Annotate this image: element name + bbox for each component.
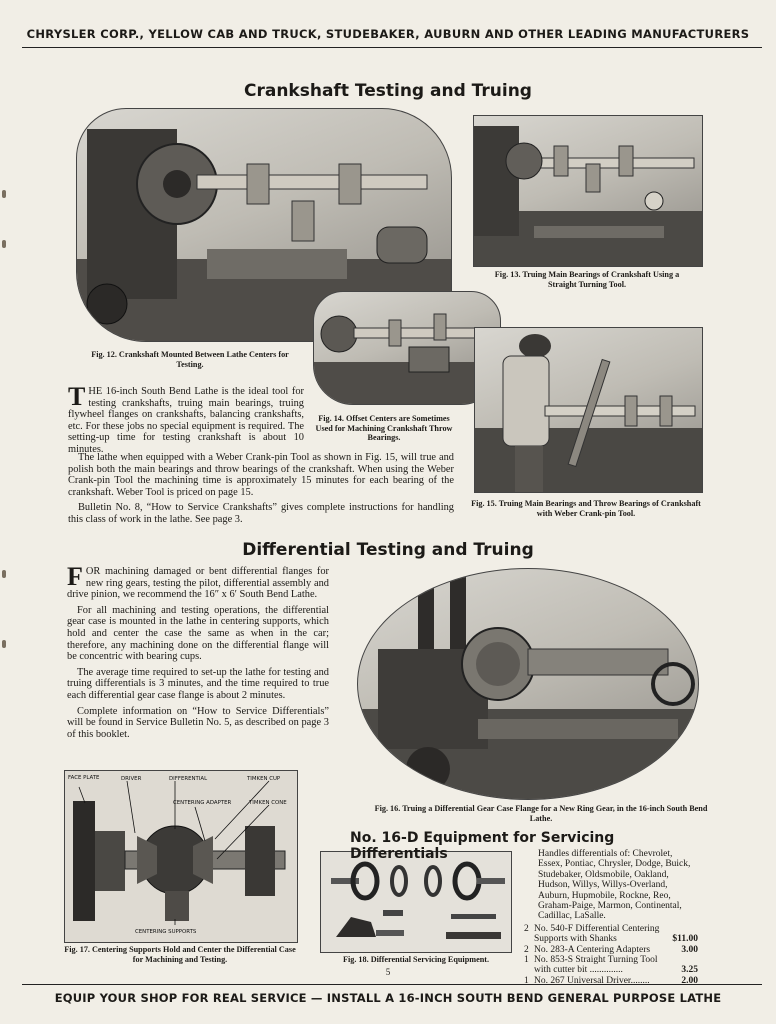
differential-centering-diagram (65, 771, 297, 942)
weber-crankpin-tool-illustration (475, 328, 702, 492)
item-price: $11.00 (672, 934, 698, 945)
label-timken-cup: TIMKEN CUP (247, 776, 281, 782)
paragraph: Bulletin No. 8, “How to Service Crankshafts” gives complete instructions for handling this class of work in the lathe. See page 3. (68, 502, 454, 525)
label-face-plate: FACE PLATE (68, 775, 100, 781)
lathe-crankshaft-illustration (474, 116, 702, 266)
fig17-diagram (64, 770, 298, 943)
item-desc: No. 267 Universal Driver........ (534, 975, 650, 986)
fig17-caption: Fig. 17. Centering Supports Hold and Center the Differential Case for Machining and Testing. (64, 945, 296, 964)
fig16-photo (357, 568, 699, 800)
label-differential: DIFFERENTIAL (169, 776, 208, 782)
paragraph-text: OR machining damaged or bent differential flanges for new ring gears, testing the pilot, differential assembly and drive pinion, we recommend the 16″ x 6′ South Bend Lathe. (67, 566, 329, 601)
item-qty: 1 (524, 955, 529, 966)
paragraph: The average time required to set-up the lathe for testing and truing differentials is 3 minutes, and the time required to true each differential gear case flange is about 2 minutes. (67, 666, 329, 701)
item-qty: 2 (524, 944, 529, 955)
crankshaft-text-block-intro (68, 382, 304, 460)
equipment-item (524, 945, 698, 955)
section-title-crankshaft: Crankshaft Testing and Truing (244, 81, 532, 101)
paragraph (67, 562, 329, 601)
equipment-item (524, 955, 698, 976)
differential-text-block (67, 562, 329, 744)
crankshaft-text-block (68, 452, 454, 530)
fig18-photo (320, 851, 512, 953)
binding-hole (2, 570, 6, 578)
item-qty: 2 (524, 923, 529, 934)
paragraph: For all machining and testing operations, the differential gear case is mounted in the lathe in centering supports, which hold and center the case the same as when in the car; therefore, any machining done on the differential flange will be concentric with bearing cups. (67, 604, 329, 663)
item-price: 2.00 (681, 975, 698, 986)
offset-centers-illustration (314, 292, 500, 404)
binding-hole (2, 640, 6, 648)
equipment-intro: Handles differentials of: Chevrolet, Essex, Pontiac, Chrysler, Dodge, Buick, Studebaker, Oldsmobile, Oakland, Hudson, Willys, Willys-Overland, Auburn, Hupmobile, Rockne, Reo, Graham-Paige, Marmon, Continental, Cadillac, LaSalle. (538, 849, 691, 922)
drop-cap: T (68, 382, 86, 411)
footer-rule (22, 984, 762, 985)
label-centering-supports: CENTERING SUPPORTS (135, 929, 197, 935)
page-header: CHRYSLER CORP., YELLOW CAB AND TRUCK, STUDEBAKER, AUBURN AND OTHER LEADING MANUFACTURERS (26, 27, 750, 41)
header-rule (22, 47, 762, 48)
fig14-photo (313, 291, 501, 405)
paragraph: Complete information on “How to Service Differentials” will be found in Service Bulletin No. 5, as described on page 3 of this booklet. (67, 705, 329, 740)
item-price: 3.25 (681, 965, 698, 976)
paragraph (68, 382, 304, 456)
drop-cap: F (67, 562, 83, 591)
paragraph-text: HE 16-inch South Bend Lathe is the ideal tool for testing crankshafts, truing main bearings, truing flywheel flanges on crankshafts, balancing crankshafts, etc. For these jobs no special equipment is required. The setting-up time for testing crankshaft is about 10 minutes. (68, 386, 304, 455)
fig18-caption: Fig. 18. Differential Servicing Equipment. (342, 955, 490, 964)
section-title-differential: Differential Testing and Truing (242, 540, 534, 560)
label-timken-cone: TIMKEN CONE (249, 800, 287, 806)
equipment-title: No. 16-D Equipment for Servicing Differentials (350, 830, 615, 862)
binding-hole (2, 240, 6, 248)
fig13-caption: Fig. 13. Truing Main Bearings of Crankshaft Using a Straight Turning Tool. (494, 270, 680, 289)
paragraph: The lathe when equipped with a Weber Crank-pin Tool as shown in Fig. 15, will true and polish both the main bearings and throw bearings of the crankshaft. When using the Weber Crank-pin Tool the machining time is approximately 15 minutes for each bearing of the crankshaft. Weber Tool is priced on page 15. (68, 452, 454, 498)
item-desc: No. 283-A Centering Adapters (534, 944, 651, 955)
fig16-caption: Fig. 16. Truing a Differential Gear Case Flange for a New Ring Gear, in the 16-inch South Bend Lathe. (374, 804, 708, 823)
page-footer: EQUIP YOUR SHOP FOR REAL SERVICE — INSTALL A 16-INCH SOUTH BEND GENERAL PURPOSE LATHE (54, 991, 722, 1005)
page-number: 5 (385, 967, 391, 977)
equipment-list (524, 849, 698, 986)
label-driver: DRIVER (121, 776, 142, 782)
item-desc: No. 540-F Differential Centering Supports with Shanks (534, 923, 660, 945)
fig12-caption: Fig. 12. Crankshaft Mounted Between Lathe Centers for Testing. (91, 350, 289, 369)
servicing-equipment-illustration (321, 852, 511, 952)
label-centering-adapter: CENTERING ADAPTER (173, 800, 232, 806)
equipment-item (524, 924, 698, 945)
fig15-photo (474, 327, 703, 493)
differential-lathe-illustration (358, 569, 698, 799)
item-qty: 1 (524, 975, 529, 986)
binding-hole (2, 190, 6, 198)
item-desc: No. 853-S Straight Turning Tool with cutter bit .............. (534, 955, 658, 976)
fig13-photo (473, 115, 703, 267)
fig14-caption: Fig. 14. Offset Centers are Sometimes Used for Machining Crankshaft Throw Bearings. (315, 414, 453, 442)
fig15-caption: Fig. 15. Truing Main Bearings and Throw Bearings of Crankshaft with Weber Crank-pin Tool. (471, 499, 701, 518)
item-price: 3.00 (681, 944, 698, 955)
